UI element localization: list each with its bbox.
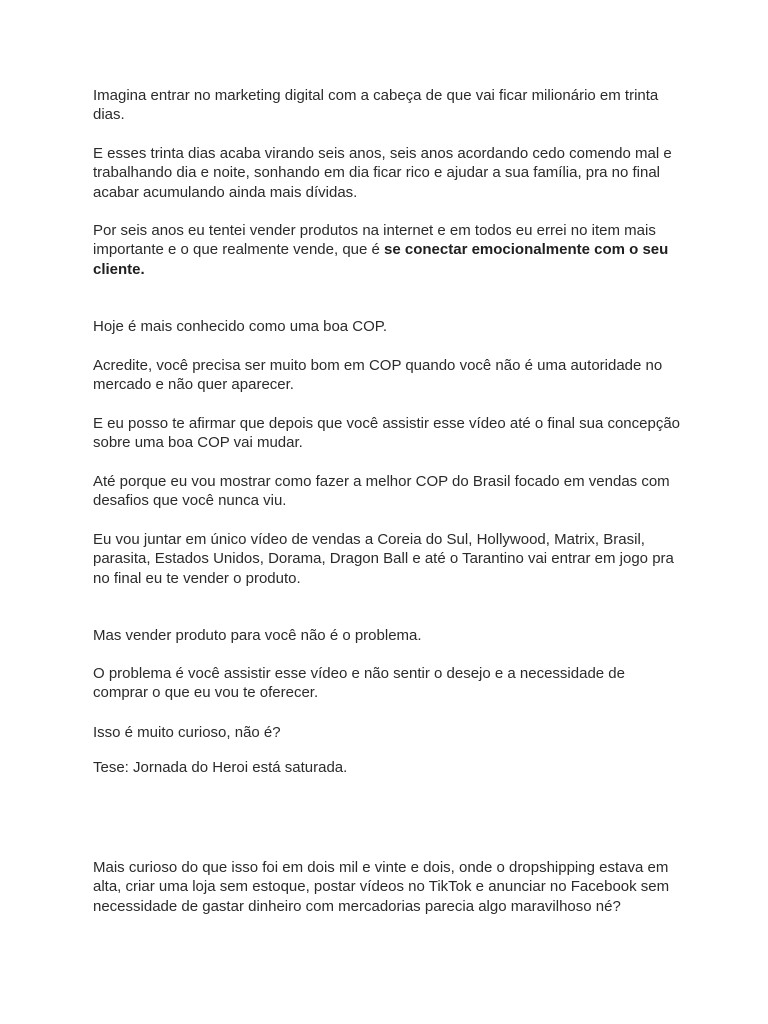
paragraph-conception: E eu posso te afirmar que depois que você assistir esse vídeo até o final sua concepção sobre uma boa COP vai mudar.	[93, 415, 681, 452]
paragraph-best-cop: Até porque eu vou mostrar como fazer a melhor COP do Brasil focado em vendas com desafios que você nunca viu.	[93, 473, 670, 510]
paragraph-references: Eu vou juntar em único vídeo de vendas a Coreia do Sul, Hollywood, Matrix, Brasil, parasita, Estados Unidos, Dorama, Dragon Ball e até o Tarantino vai entrar em jogo pra no final eu te vender o produto.	[93, 531, 674, 587]
paragraph-prefix-text: Por seis anos eu tentei vender produtos na internet e em todos eu errei no item mais importante e o que realmente vende, que é	[93, 222, 656, 259]
paragraph-six-years: E esses trinta dias acaba virando seis anos, seis anos acordando cedo comendo mal e trabalhando dia e noite, sonhando em dia ficar rico e ajudar a sua família, pra no final acabar acumulando ainda mais dívidas.	[93, 145, 672, 201]
paragraph-dropshipping: Mais curioso do que isso foi em dois mil e vinte e dois, onde o dropshipping estava em alta, criar uma loja sem estoque, postar vídeos no TikTok e anunciar no Facebook sem necessidade de gastar dinheiro com mercadorias parecia algo maravilhoso né?	[93, 859, 670, 915]
paragraph-authority: Acredite, você precisa ser muito bom em COP quando você não é uma autoridade no mercado e não quer aparecer.	[93, 357, 663, 394]
paragraph-problem: O problema é você assistir esse vídeo e não sentir o desejo e a necessidade de comprar o que eu vou te oferecer.	[93, 665, 625, 702]
paragraph-not-problem: Mas vender produto para você não é o problema.	[93, 627, 422, 644]
paragraph-curious: Isso é muito curioso, não é?	[93, 724, 281, 741]
paragraph-cop: Hoje é mais conhecido como uma boa COP.	[93, 318, 388, 335]
paragraph-intro: Imagina entrar no marketing digital com a cabeça de que vai ficar milionário em trinta dias.	[93, 87, 659, 124]
bold-emphasis-text: se conectar emocionalmente com o seu cliente.	[93, 241, 669, 278]
paragraph-emotional-connection	[93, 221, 683, 279]
paragraph-thesis: Tese: Jornada do Heroi está saturada.	[93, 759, 348, 776]
